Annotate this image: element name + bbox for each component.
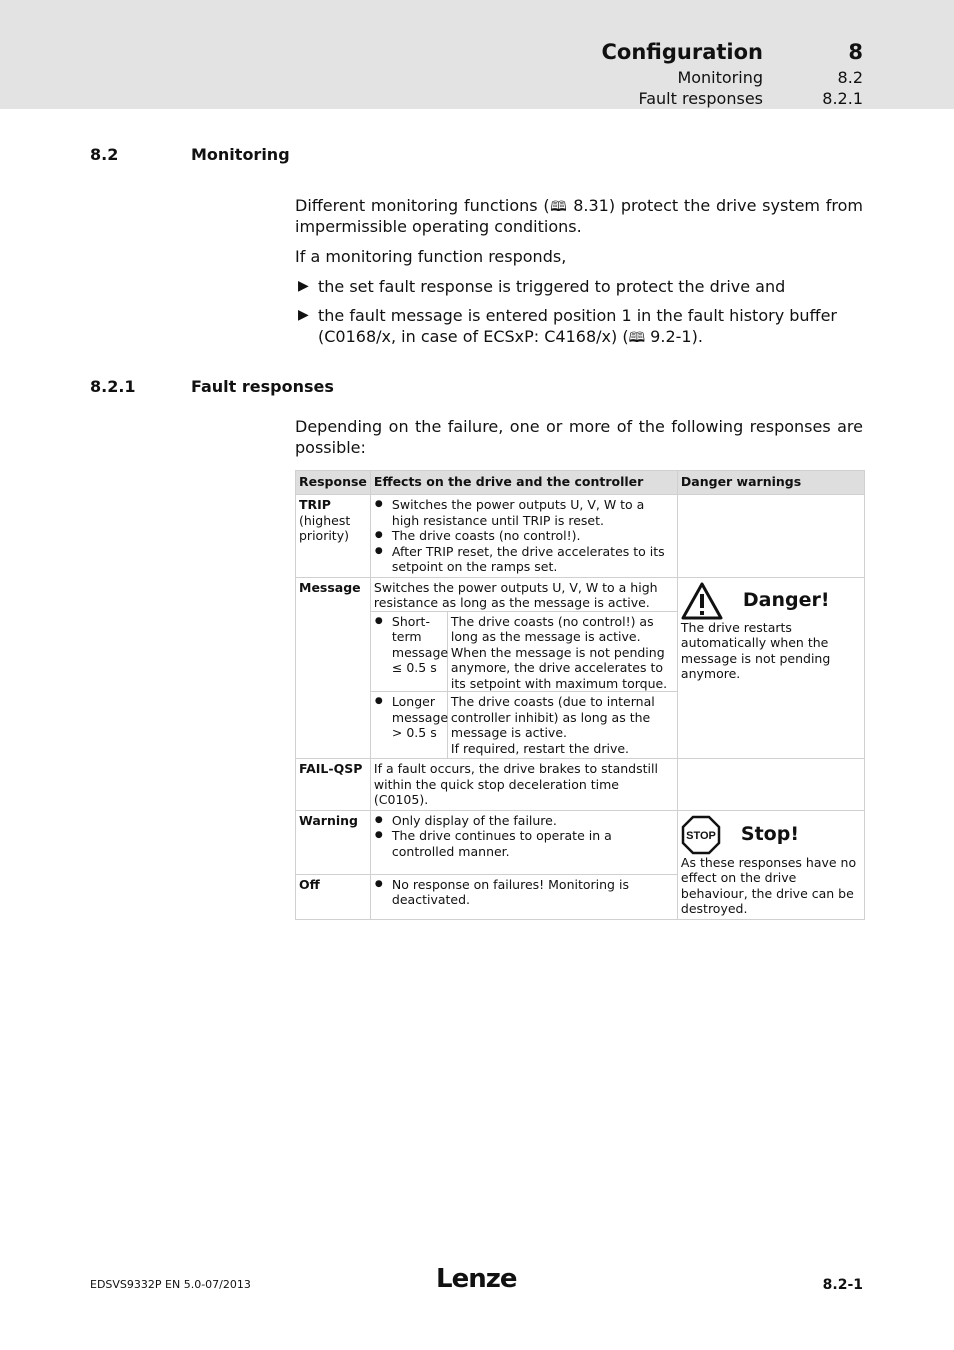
list-item: ● No response on failures! Monitoring is deactivated. [374, 877, 674, 908]
paragraph-depending-line2: possible: [295, 438, 366, 457]
page-reference[interactable]: 8.31 [573, 196, 609, 215]
book-icon: 🕮 [549, 199, 568, 215]
page-header [0, 0, 954, 109]
sub-row-longer [371, 691, 677, 758]
header-subtitle-2: Fault responses [638, 89, 763, 108]
chapter-number: 8 [848, 40, 863, 64]
list-item: ● The drive continues to operate in a controlled manner. [374, 828, 674, 859]
section-title: Fault responses [191, 377, 334, 396]
svg-text:STOP: STOP [686, 829, 716, 842]
response-cell: Off [296, 874, 371, 919]
page-number: 8.2-1 [822, 1277, 863, 1293]
stop-text: As these responses have no effect on the drive behaviour, the drive can be destroyed. [680, 854, 857, 916]
column-header: Danger warnings [677, 471, 864, 495]
sub-row-short-term [371, 611, 677, 694]
danger-heading: Danger! [681, 582, 861, 620]
list-item: ● Only display of the failure. [374, 813, 674, 829]
header-subnumber-1: 8.2 [837, 68, 863, 87]
table-row [296, 577, 865, 759]
response-cell: Warning [296, 810, 371, 874]
response-cell: FAIL-QSP [296, 759, 371, 811]
column-header: Effects on the drive and the controller [370, 471, 677, 495]
table-row [296, 495, 865, 578]
sub-row-label: ● Longer message > 0.5 s [371, 692, 448, 758]
lenze-logo: Lenze [436, 1264, 517, 1294]
message-intro: Switches the power outputs U, V, W to a high resistance as long as the message is active. [373, 579, 658, 610]
page-reference[interactable]: 9.2-1 [650, 327, 692, 346]
section-number: 8.2.1 [90, 377, 136, 396]
list-item: ● After TRIP reset, the drive accelerates to its setpoint on the ramps set. [374, 544, 674, 575]
paragraph-intro: Different monitoring functions (🕮 8.31) protect the drive system from [295, 196, 863, 215]
paragraph-responds: If a monitoring function responds, [295, 247, 567, 266]
sub-row-text: The drive coasts (due to internal controller inhibit) as long as the message is active. If required, restart the drive. [450, 694, 655, 756]
danger-warning-cell [677, 577, 864, 759]
sub-row-text: The drive coasts (no control!) as long as the message is active. When the message is not pending anymore, the drive accelerates to its setpoint with maximum torque. [450, 613, 668, 691]
header-subtitle-1: Monitoring [677, 68, 763, 87]
table-row [296, 759, 865, 811]
chapter-title: Configuration [601, 40, 763, 64]
effects-cell [370, 810, 677, 874]
triangle-bullet-icon: ▶ [298, 307, 309, 323]
table-row [296, 810, 865, 874]
danger-text: The drive restarts automatically when the message is not pending anymore. [680, 619, 831, 681]
list-item: ● Switches the power outputs U, V, W to a high resistance until TRIP is reset. [374, 497, 674, 528]
paragraph-depending: Depending on the failure, one or more of the following responses are [295, 417, 863, 436]
stop-warning-cell [677, 810, 864, 919]
effects-cell [370, 495, 677, 578]
section-number: 8.2 [90, 145, 119, 164]
triangle-bullet-icon: ▶ [298, 278, 309, 294]
stop-sign-icon [681, 815, 721, 855]
document-id: EDSVS9332P EN 5.0-07/2013 [90, 1278, 251, 1291]
warning-triangle-icon [681, 582, 723, 620]
paragraph-intro-line2: impermissible operating conditions. [295, 217, 582, 236]
book-icon: 🕮 [628, 330, 646, 346]
column-header: Response [296, 471, 371, 495]
response-cell: Message [296, 577, 371, 759]
header-subnumber-2: 8.2.1 [822, 89, 863, 108]
effects-cell: If a fault occurs, the drive brakes to standstill within the quick stop deceleration time (C0105). [370, 759, 677, 811]
table-header-row [296, 471, 865, 495]
section-title: Monitoring [191, 145, 290, 164]
list-item: ● The drive coasts (no control!). [374, 528, 674, 544]
effects-cell [370, 874, 677, 919]
fault-responses-table [295, 470, 865, 920]
response-cell: TRIP (highest priority) [296, 495, 371, 578]
warning-cell [677, 759, 864, 811]
sub-row-label: ● Short-term message ≤ 0.5 s [371, 612, 448, 694]
effects-cell [370, 577, 677, 759]
warning-cell [677, 495, 864, 578]
stop-heading: STOP Stop! [681, 815, 861, 855]
